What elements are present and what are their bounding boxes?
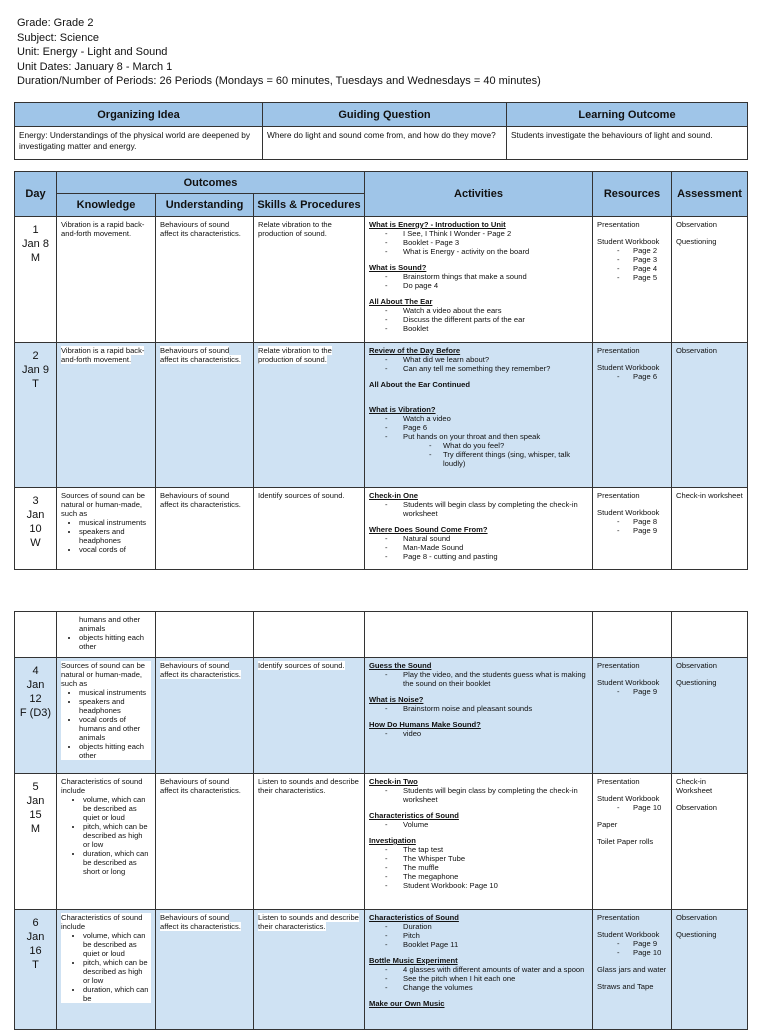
assessment-item: Observation — [676, 346, 717, 355]
activity-item: - Brainstorm things that make a sound — [385, 272, 588, 281]
activity-item: - Play the video, and the students guess what is making the sound on their booklet — [385, 670, 588, 688]
resource-page: - Page 3 — [617, 255, 667, 264]
knowledge-cell: Vibration is a rapid back-and-forth movement. — [57, 217, 156, 343]
duration-line: Duration/Number of Periods: 26 Periods (Mondays = 60 minutes, Tuesdays and Wednesdays = 40 minutes) — [17, 75, 541, 87]
continuation-row — [15, 612, 748, 658]
assessment-cell — [672, 910, 748, 1030]
day-weekday: M — [30, 823, 41, 835]
assessment-item: Observation — [676, 220, 717, 229]
resource-page: - Page 10 — [617, 948, 667, 957]
unit-header — [17, 16, 541, 89]
activity-item: - Students will begin class by completing the check-in worksheet — [385, 500, 588, 518]
activity-item: - 4 glasses with different amounts of water and a spoon — [385, 965, 588, 974]
activity-item: - Duration — [385, 922, 588, 931]
resource-item: Student Workbook — [597, 794, 660, 803]
knowledge-item: • objects hitting each other — [79, 742, 151, 760]
knowledge-item: • volume, which can be described as quiet or loud — [83, 795, 151, 822]
day-number: 5 — [32, 781, 39, 793]
day-number: 3 — [32, 495, 39, 507]
activity-item: - Brainstorm noise and pleasant sounds — [385, 704, 588, 713]
learning-outcome-cell: Students investigate the behaviours of light and sound. — [507, 127, 748, 160]
resource-page: - Page 4 — [617, 264, 667, 273]
day-number: 2 — [32, 350, 39, 362]
resource-item: Presentation — [597, 913, 640, 922]
resource-item: Presentation — [597, 777, 640, 786]
guiding-question-header: Guiding Question — [263, 103, 507, 127]
skills-header: Skills & Procedures — [254, 194, 365, 217]
knowledge-cell — [57, 612, 156, 658]
activity-item: - Watch a video about the ears — [385, 306, 588, 315]
activity-item: - What did we learn about? — [385, 355, 588, 364]
activity-title: Check-in Two — [369, 777, 418, 786]
day-weekday: M — [30, 252, 41, 264]
activity-title: Guess the Sound — [369, 661, 432, 670]
resource-item: Student Workbook — [597, 930, 660, 939]
resources-cell — [593, 488, 672, 570]
resource-page: - Page 2 — [617, 246, 667, 255]
day-date: Jan 15 — [26, 795, 45, 821]
activities-cell — [365, 612, 593, 658]
day-weekday: W — [30, 537, 41, 549]
resource-item: Student Workbook — [597, 678, 660, 687]
activities-header: Activities — [365, 172, 593, 217]
resources-cell — [593, 774, 672, 910]
skills-cell: Relate vibration to the production of sound. — [254, 217, 365, 343]
day-cell — [15, 658, 57, 774]
assessment-cell — [672, 658, 748, 774]
day-row — [15, 488, 748, 570]
knowledge-item: • speakers and headphones — [79, 527, 151, 545]
activity-item: - Discuss the different parts of the ear — [385, 315, 588, 324]
activities-cell — [365, 658, 593, 774]
day-row — [15, 910, 748, 1030]
resource-page: - Page 6 — [617, 372, 667, 381]
activities-cell — [365, 488, 593, 570]
resource-item: Paper — [597, 820, 618, 829]
grade-line: Grade: Grade 2 — [17, 17, 94, 29]
day-date: Jan 9 — [22, 364, 49, 376]
resource-page: - Page 9 — [617, 939, 667, 948]
activity-item: - Volume — [385, 820, 588, 829]
knowledge-item: • speakers and headphones — [79, 697, 151, 715]
knowledge-item: • musical instruments — [79, 688, 151, 697]
resources-cell — [593, 217, 672, 343]
day-cell — [15, 774, 57, 910]
activity-title: What is Sound? — [369, 263, 427, 272]
activity-item: - Booklet — [385, 324, 588, 333]
understanding-cell: Behaviours of sound affect its characteristics. — [156, 910, 254, 1030]
activity-item: - What is Energy - activity on the board — [385, 247, 588, 256]
knowledge-text: Characteristics of sound include — [61, 913, 151, 931]
assessment-header: Assessment — [672, 172, 748, 217]
day-cell — [15, 343, 57, 488]
day-number: 4 — [32, 665, 39, 677]
activity-subitem: - Try different things (sing, whisper, talk loudly) — [429, 450, 588, 468]
resource-item: Presentation — [597, 220, 640, 229]
knowledge-item: • musical instruments — [79, 518, 151, 527]
resources-cell — [593, 612, 672, 658]
activity-item: - Student Workbook: Page 10 — [385, 881, 588, 890]
resource-page: - Page 5 — [617, 273, 667, 282]
activity-item: - The Whisper Tube — [385, 854, 588, 863]
skills-cell: Identify sources of sound. — [254, 488, 365, 570]
resources-cell — [593, 658, 672, 774]
day-row — [15, 658, 748, 774]
knowledge-item: • objects hitting each other — [79, 633, 151, 651]
knowledge-cell — [57, 488, 156, 570]
resource-item: Presentation — [597, 346, 640, 355]
guiding-question-cell: Where do light and sound come from, and how do they move? — [263, 127, 507, 160]
assessment-item: Check-in Worksheet — [676, 777, 713, 795]
knowledge-item: • pitch, which can be described as high or low — [83, 822, 151, 849]
assessment-cell — [672, 217, 748, 343]
day-cell — [15, 217, 57, 343]
activity-title: What is Vibration? — [369, 405, 436, 414]
organizing-idea-header: Organizing Idea — [15, 103, 263, 127]
outcomes-header: Outcomes — [57, 172, 365, 194]
knowledge-cell: Vibration is a rapid back-and-forth movement. — [57, 343, 156, 488]
activity-item: - The tap test — [385, 845, 588, 854]
resource-item: Straws and Tape — [597, 982, 654, 991]
activity-title: All About the Ear Continued — [369, 380, 470, 389]
knowledge-item: • duration, which can be — [83, 985, 151, 1003]
activity-title: Make our Own Music — [369, 999, 445, 1008]
activity-subitem: - What do you feel? — [429, 441, 588, 450]
skills-cell: Listen to sounds and describe their characteristics. — [254, 910, 365, 1030]
activity-title: All About The Ear — [369, 297, 433, 306]
activity-title: Characteristics of Sound — [369, 811, 459, 820]
overview-table — [14, 102, 748, 160]
assessment-cell: Check-in worksheet — [672, 488, 748, 570]
activity-item: - The muffle — [385, 863, 588, 872]
knowledge-cell — [57, 658, 156, 774]
resource-page: - Page 9 — [617, 526, 667, 535]
assessment-item: Observation — [676, 661, 717, 670]
resource-page: - Page 10 — [617, 803, 667, 812]
day-date: Jan 8 — [22, 238, 49, 250]
activity-title: What is Energy? - Introduction to Unit — [369, 220, 506, 229]
knowledge-text: Characteristics of sound include — [61, 777, 143, 795]
skills-cell: Identify sources of sound. — [254, 658, 365, 774]
activity-item: - Booklet - Page 3 — [385, 238, 588, 247]
understanding-cell: Behaviours of sound affect its characteristics. — [156, 488, 254, 570]
activity-item: - Natural sound — [385, 534, 588, 543]
subject-line: Subject: Science — [17, 31, 99, 44]
understanding-cell: Behaviours of sound affect its characteristics. — [156, 343, 254, 488]
day-row — [15, 343, 748, 488]
activity-title: Check-in One — [369, 491, 418, 500]
assessment-cell — [672, 343, 748, 488]
activity-item: - Man-Made Sound — [385, 543, 588, 552]
lesson-plan-table-continued — [14, 611, 748, 1030]
activity-item: - Watch a video — [385, 414, 588, 423]
unit-line: Unit: Energy - Light and Sound — [17, 46, 168, 58]
activity-item: - Booklet Page 11 — [385, 940, 588, 949]
understanding-cell: Behaviours of sound affect its characteristics. — [156, 217, 254, 343]
knowledge-cell — [57, 910, 156, 1030]
resource-item: Student Workbook — [597, 363, 660, 372]
assessment-item: Observation — [676, 913, 717, 922]
assessment-cell — [672, 774, 748, 910]
activity-item: - I See, I Think I Wonder - Page 2 — [385, 229, 588, 238]
day-weekday: T — [32, 959, 39, 971]
resources-cell — [593, 343, 672, 488]
activity-title: What is Noise? — [369, 695, 424, 704]
dates-line: Unit Dates: January 8 - March 1 — [17, 60, 173, 73]
activities-cell — [365, 774, 593, 910]
skills-cell — [254, 612, 365, 658]
skills-cell: Listen to sounds and describe their characteristics. — [254, 774, 365, 910]
activity-item: - Change the volumes — [385, 983, 588, 992]
day-weekday: T — [32, 378, 39, 390]
day-cell — [15, 488, 57, 570]
resource-item: Glass jars and water — [597, 965, 667, 974]
assessment-item: Questioning — [676, 678, 717, 687]
resource-item: Student Workbook — [597, 508, 660, 517]
day-number: 6 — [32, 917, 39, 929]
knowledge-header: Knowledge — [57, 194, 156, 217]
day-date: Jan 10 — [26, 509, 45, 535]
activity-item: - See the pitch when I hit each one — [385, 974, 588, 983]
day-header: Day — [15, 172, 57, 217]
activity-title: How Do Humans Make Sound? — [369, 720, 481, 729]
assessment-cell — [672, 612, 748, 658]
understanding-header: Understanding — [156, 194, 254, 217]
resources-header: Resources — [593, 172, 672, 217]
resources-cell — [593, 910, 672, 1030]
activity-item: - Page 6 — [385, 423, 588, 432]
knowledge-item: • vocal cords of humans and other animals — [79, 715, 151, 742]
lesson-plan-table — [14, 171, 748, 570]
activities-cell — [365, 910, 593, 1030]
day-cell — [15, 612, 57, 658]
activity-title: Where Does Sound Come From? — [369, 525, 488, 534]
resource-item: Presentation — [597, 491, 640, 500]
understanding-cell: Behaviours of sound affect its characteristics. — [156, 658, 254, 774]
assessment-item: Observation — [676, 803, 717, 812]
activity-title: Review of the Day Before — [369, 346, 461, 355]
activities-cell — [365, 217, 593, 343]
resource-item: Toilet Paper rolls — [597, 837, 654, 846]
knowledge-text: Sources of sound can be natural or human-made, such as — [61, 661, 151, 688]
activity-item: - Page 8 - cutting and pasting — [385, 552, 588, 561]
resource-item: Presentation — [597, 661, 640, 670]
knowledge-text: Sources of sound can be natural or human-made, such as — [61, 491, 146, 518]
activity-item: - Students will begin class by completing the check-in worksheet — [385, 786, 588, 804]
day-cell — [15, 910, 57, 1030]
knowledge-item: • volume, which can be described as quiet or loud — [83, 931, 151, 958]
activity-title: Characteristics of Sound — [369, 913, 459, 922]
activity-item: - Pitch — [385, 931, 588, 940]
knowledge-item: • pitch, which can be described as high or low — [83, 958, 151, 985]
knowledge-item: • vocal cords of — [79, 545, 151, 554]
activities-cell — [365, 343, 593, 488]
activity-title: Bottle Music Experiment — [369, 956, 458, 965]
skills-cell: Relate vibration to the production of sound. — [254, 343, 365, 488]
organizing-idea-cell: Energy: Understandings of the physical world are deepened by investigating matter and energy. — [15, 127, 263, 160]
day-date: Jan 12 — [26, 679, 45, 705]
resource-item: Student Workbook — [597, 237, 660, 246]
knowledge-cell — [57, 774, 156, 910]
understanding-cell — [156, 612, 254, 658]
assessment-item: Questioning — [676, 930, 717, 939]
day-number: 1 — [32, 224, 39, 236]
activity-item: - The megaphone — [385, 872, 588, 881]
activity-title: Investigation — [369, 836, 416, 845]
day-row — [15, 774, 748, 910]
knowledge-item: humans and other animals — [79, 615, 141, 633]
activity-item: - Do page 4 — [385, 281, 588, 290]
knowledge-item: • duration, which can be described as short or long — [83, 849, 151, 876]
assessment-item: Questioning — [676, 237, 717, 246]
day-date: Jan 16 — [26, 931, 45, 957]
activity-item: - Can any tell me something they remember? — [385, 364, 588, 373]
resource-page: - Page 8 — [617, 517, 667, 526]
day-weekday: F (D3) — [19, 707, 52, 719]
learning-outcome-header: Learning Outcome — [507, 103, 748, 127]
activity-item: - Put hands on your throat and then speak — [385, 432, 588, 441]
activity-item: - video — [385, 729, 588, 738]
day-row — [15, 217, 748, 343]
resource-page: - Page 9 — [617, 687, 667, 696]
understanding-cell: Behaviours of sound affect its characteristics. — [156, 774, 254, 910]
